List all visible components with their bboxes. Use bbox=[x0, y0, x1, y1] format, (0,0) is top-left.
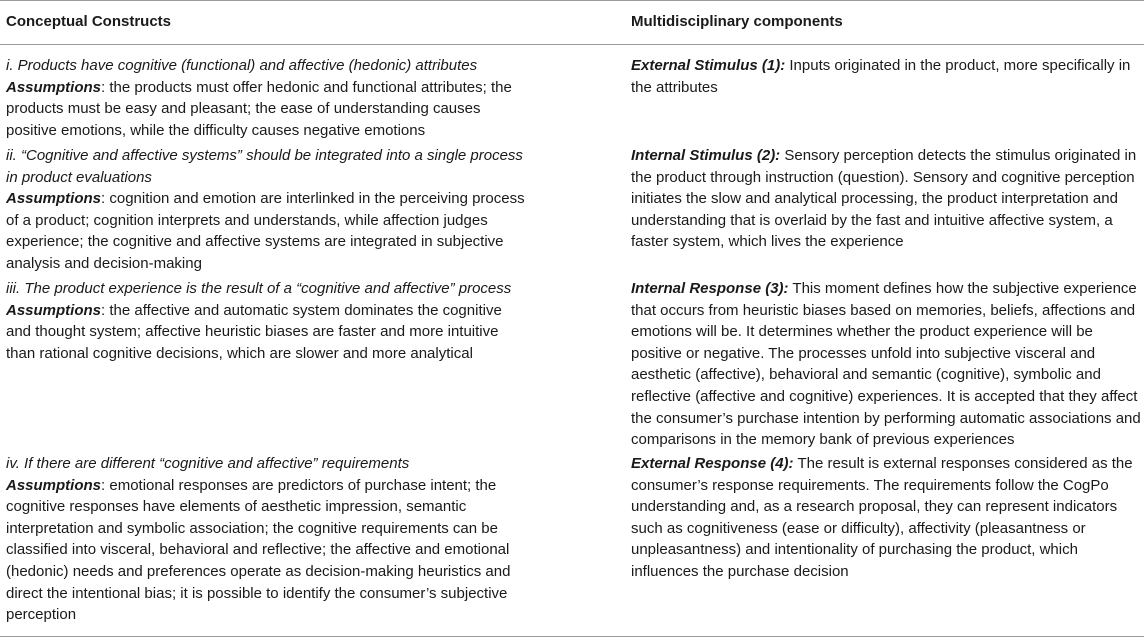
row-4-construct-cell bbox=[6, 453, 526, 626]
row-2-assumptions-label: Assumptions bbox=[6, 190, 102, 208]
row-4-component-cell bbox=[631, 453, 1141, 583]
row-1-construct: i. Products have cognitive (functional) and affective (hedonic) attributes bbox=[6, 57, 478, 74]
row-4-assumptions-text: : emotional responses are predictors of purchase intent; the cognitive responses have elements of aesthetic impression, semantic interpretation and symbolic association; the cognitive requirements can be classified into visceral, behavioral and reflective; the affective and emotional (hedonic) needs and preferences operate as decision-making heuristics and direct the intentional bias; it is possible to identify the consumer’s subjective perception bbox=[6, 476, 511, 624]
header-rule bbox=[0, 44, 1144, 45]
header-multidisciplinary-components: Multidisciplinary components bbox=[631, 13, 843, 30]
row-3-component-label: Internal Response (3): bbox=[631, 280, 789, 297]
row-3-construct-cell bbox=[6, 278, 526, 364]
row-2-component bbox=[631, 145, 1141, 253]
row-3-assumptions-label: Assumptions bbox=[6, 301, 102, 319]
row-4-component-text: The result is external responses considered as the consumer’s response requirements. The requirements follow the CogPo understanding and, as a research proposal, they can represent indicators such as cognitiveness (ease or difficulty), affectivity (pleasantness or unpleasantness) and intentionality of purchasing the product, which influences the purchase decision bbox=[631, 455, 1133, 580]
bottom-rule bbox=[0, 636, 1144, 637]
row-2-component-text: Sensory perception detects the stimulus originated in the product through instruction (question). Sensory and cognitive perception initiates the slow and analytical processing, the product interpretation and understanding that is overlaid by the fast and intuitive affective system, a faster system, which lives the experience bbox=[631, 147, 1137, 251]
row-3-assumptions bbox=[6, 300, 526, 365]
row-3-component-cell bbox=[631, 278, 1141, 451]
top-rule bbox=[0, 0, 1144, 1]
row-3-component-text: This moment defines how the subjective experience that occurs from heuristic biases based on memories, beliefs, affections and emotions will be. It determines whether the product experience will be positive or negative. The processes unfold into subjective visceral and aesthetic (affective), behavioral and semantic (cognitive), symbolic and reflective (affective and cognitive) experiences. It is accepted that they affect the consumer’s purchase intention by performing automatic associations and comparisons in the memory bank of previous experiences bbox=[631, 280, 1141, 449]
row-4-construct: iv. If there are different “cognitive and affective” requirements bbox=[6, 455, 410, 472]
row-2-construct-cell bbox=[6, 145, 526, 275]
row-2-assumptions bbox=[6, 188, 526, 274]
row-1-assumptions-label: Assumptions bbox=[6, 78, 102, 96]
row-3-construct: iii. The product experience is the result of a “cognitive and affective” process bbox=[6, 280, 512, 297]
header-conceptual-constructs: Conceptual Constructs bbox=[6, 13, 172, 30]
row-4-component-label: External Response (4): bbox=[631, 455, 794, 472]
row-1-component-text: Inputs originated in the product, more specifically in the attributes bbox=[631, 57, 1131, 96]
row-3-assumptions-text: : the affective and automatic system dominates the cognitive and thought system; affective heuristic biases are faster and more intuitive than rational cognitive decisions, which are slower and more analytical bbox=[6, 301, 502, 362]
row-2-component-label: Internal Stimulus (2): bbox=[631, 147, 781, 164]
row-1-assumptions bbox=[6, 77, 526, 142]
row-4-assumptions-label: Assumptions bbox=[6, 476, 102, 494]
row-2-component-cell bbox=[631, 145, 1141, 253]
row-4-assumptions bbox=[6, 475, 526, 626]
row-1-component-label: External Stimulus (1): bbox=[631, 57, 786, 74]
row-3-component bbox=[631, 278, 1141, 451]
row-1-component bbox=[631, 55, 1141, 98]
row-2-construct: ii. “Cognitive and affective systems” should be integrated into a single process in product evaluations bbox=[6, 147, 523, 186]
row-4-component bbox=[631, 453, 1141, 583]
row-1-assumptions-text: : the products must offer hedonic and functional attributes; the products must be easy and pleasant; the ease of understanding causes positive emotions, while the difficulty causes negative emotions bbox=[6, 78, 512, 139]
row-1-construct-cell bbox=[6, 55, 526, 141]
row-1-component-cell bbox=[631, 55, 1141, 98]
row-2-assumptions-text: : cognition and emotion are interlinked in the perceiving process of a product; cognition interprets and understands, while affection judges experience; the cognitive and affective systems are integrated in subjective analysis and decision-making bbox=[6, 190, 525, 272]
